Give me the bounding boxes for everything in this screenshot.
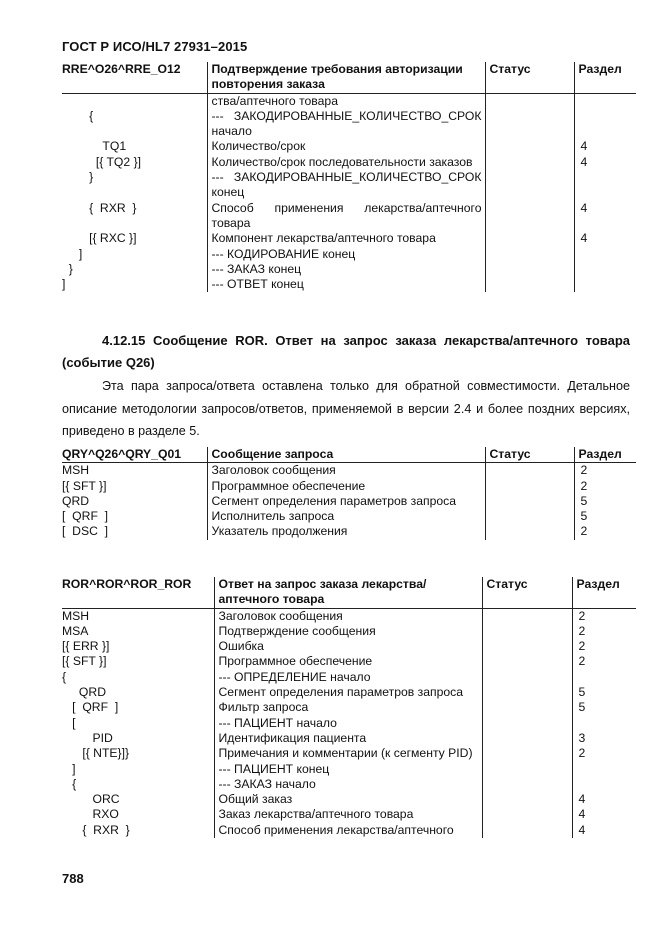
segment-cell: QRD: [62, 685, 107, 700]
description-cell: --- ЗАКАЗ конец: [207, 262, 485, 277]
description-cell: --- ОТВЕТ конец: [207, 277, 485, 292]
segment-cell: MSA: [62, 623, 89, 638]
description-cell: Заголовок сообщения: [207, 463, 485, 479]
table-row: [62, 777, 636, 792]
section-cell: 5: [574, 494, 636, 509]
section-title: 4.12.15 Сообщение ROR. Ответ на запрос заказа лекарства/аптечного товара (событие Q26): [62, 333, 630, 370]
status-cell: [485, 139, 574, 154]
table-row: [62, 685, 636, 700]
table-row: [62, 93, 636, 109]
table-row: [62, 792, 636, 807]
segment-cell: }: [62, 261, 73, 276]
segment-cell: TQ1: [62, 139, 127, 154]
column-header-segment: QRY^Q26^QRY_Q01: [62, 447, 207, 463]
column-header-section: Раздел: [572, 577, 636, 608]
status-cell: [485, 155, 574, 170]
segment-cell: [{ RXC }]: [62, 231, 137, 246]
status-cell: [485, 494, 574, 509]
table-row: [62, 608, 636, 624]
description-cell: --- ПАЦИЕНТ конец: [214, 762, 482, 777]
description-cell: --- КОДИРОВАНИЕ конец: [207, 247, 485, 262]
body-paragraph: Эта пара запроса/ответа оставлена только для обратной совместимости. Детальное описание методологии запросов/ответов, применяемой в версии 2.4 и более поздних версиях, приведено в разделе 5.: [62, 379, 630, 438]
section-cell: [574, 93, 636, 109]
section-cell: [574, 109, 636, 140]
segment-cell: [62, 93, 207, 109]
section-cell: 2: [574, 479, 636, 494]
section-cell: 4: [574, 201, 636, 232]
section-cell: 2: [574, 524, 636, 539]
section-cell: 4: [572, 792, 636, 807]
column-header-segment: ROR^ROR^ROR_ROR: [62, 577, 214, 608]
segment-cell: {: [62, 669, 67, 684]
section-cell: [572, 670, 636, 685]
table-row: [62, 731, 636, 746]
table-row: [62, 700, 636, 715]
table-header-row: [62, 62, 636, 93]
description-cell: Программное обеспечение: [207, 479, 485, 494]
table-row: [62, 624, 636, 639]
status-cell: [482, 823, 572, 838]
table-ror-ror: [62, 577, 636, 838]
description-cell: Способ применения лекарства/аптечного товара: [207, 201, 485, 232]
status-cell: [485, 463, 574, 479]
segment-cell: [{ ERR }]: [62, 639, 110, 654]
section-cell: 5: [572, 685, 636, 700]
description-cell: Ошибка: [214, 639, 482, 654]
segment-cell: { RXR }: [62, 200, 137, 215]
table-header-row: [62, 447, 636, 463]
status-cell: [482, 792, 572, 807]
section-cell: [574, 277, 636, 292]
table-row: [62, 807, 636, 822]
status-cell: [485, 231, 574, 246]
status-cell: [482, 716, 572, 731]
segment-cell: [ QRF ]: [62, 509, 109, 524]
table-row: [62, 479, 636, 494]
status-cell: [485, 277, 574, 292]
description-cell: --- ПАЦИЕНТ начало: [214, 716, 482, 731]
section-cell: 5: [574, 509, 636, 524]
table-row: [62, 762, 636, 777]
segment-cell: }: [62, 170, 94, 185]
section-cell: [572, 716, 636, 731]
segment-cell: [{ SFT }]: [62, 654, 107, 669]
description-cell: Примечания и комментарии (к сегменту PID): [214, 746, 482, 761]
table-row: [62, 823, 636, 838]
status-cell: [482, 807, 572, 822]
section-cell: 4: [572, 807, 636, 822]
description-cell: --- ЗАКОДИРОВАННЫЕ_КОЛИЧЕСТВО_СРОК конец: [207, 170, 485, 201]
section-cell: [574, 170, 636, 201]
status-cell: [482, 670, 572, 685]
table-row: [62, 231, 636, 246]
description-cell: Заголовок сообщения: [214, 608, 482, 624]
section-cell: [574, 262, 636, 277]
description-cell: Сегмент определения параметров запроса: [214, 685, 482, 700]
description-cell: Способ применения лекарства/аптечного: [214, 823, 482, 838]
section-cell: 2: [572, 746, 636, 761]
segment-cell: [{ SFT }]: [62, 478, 107, 493]
column-header-description: Сообщение запроса: [207, 447, 485, 463]
description-cell: Программное обеспечение: [214, 654, 482, 669]
segment-cell: PID: [62, 730, 113, 745]
document-header: ГОСТ Р ИСО/HL7 27931–2015: [62, 39, 248, 54]
column-header-status: Статус: [485, 62, 574, 93]
section-cell: 4: [574, 139, 636, 154]
table-qry-q26: [62, 447, 636, 540]
description-cell: Фильтр запроса: [214, 700, 482, 715]
status-cell: [485, 262, 574, 277]
description-cell: Идентификация пациента: [214, 731, 482, 746]
table-row: [62, 247, 636, 262]
table-row: [62, 155, 636, 170]
status-cell: [485, 524, 574, 539]
segment-cell: { RXR }: [62, 822, 130, 837]
section-cell: [574, 247, 636, 262]
status-cell: [482, 777, 572, 792]
description-cell: --- ЗАКАЗ начало: [214, 777, 482, 792]
segment-cell: [{ NTE}]}: [62, 746, 130, 761]
column-header-description: Ответ на запрос заказа лекарства/аптечного товара: [214, 577, 482, 608]
status-cell: [482, 654, 572, 669]
table-row: [62, 716, 636, 731]
description-cell: Заказ лекарства/аптечного товара: [214, 807, 482, 822]
segment-cell: {: [62, 108, 94, 123]
segment-cell: ]: [62, 277, 66, 292]
section-cell: 2: [572, 608, 636, 624]
section-cell: 3: [572, 731, 636, 746]
column-header-section: Раздел: [574, 62, 636, 93]
description-cell: Исполнитель запроса: [207, 509, 485, 524]
status-cell: [482, 624, 572, 639]
description-cell: Указатель продолжения: [207, 524, 485, 539]
status-cell: [485, 479, 574, 494]
status-cell: [482, 700, 572, 715]
description-cell: Компонент лекарства/аптечного товара: [207, 231, 485, 246]
status-cell: [485, 247, 574, 262]
column-header-status: Статус: [485, 447, 574, 463]
column-header-description: Подтверждение требования авторизации повторения заказа: [207, 62, 485, 93]
segment-cell: ]: [62, 761, 76, 776]
section-cell: [572, 777, 636, 792]
table-header-row: [62, 577, 636, 608]
section-cell: 2: [572, 624, 636, 639]
segment-cell: {: [62, 776, 77, 791]
table-rre-o26: [62, 62, 636, 292]
status-cell: [485, 93, 574, 109]
segment-cell: [ DSC ]: [62, 524, 109, 539]
table-row: [62, 139, 636, 154]
status-cell: [482, 685, 572, 700]
status-cell: [482, 608, 572, 624]
segment-cell: [ QRF ]: [62, 700, 119, 715]
segment-cell: [{ TQ2 }]: [62, 154, 142, 169]
table-row: [62, 170, 636, 201]
segment-cell: RXO: [62, 807, 119, 822]
table-row: [62, 509, 636, 524]
segment-cell: MSH: [62, 463, 90, 478]
segment-cell: ORC: [62, 792, 120, 807]
segment-cell: QRD: [62, 493, 90, 508]
description-cell: ства/аптечного товара: [207, 93, 485, 109]
status-cell: [482, 731, 572, 746]
description-cell: --- ОПРЕДЕЛЕНИЕ начало: [214, 670, 482, 685]
table-row: [62, 262, 636, 277]
section-cell: 4: [574, 155, 636, 170]
column-header-section: Раздел: [574, 447, 636, 463]
status-cell: [482, 762, 572, 777]
table-row: [62, 277, 636, 292]
section-cell: 2: [572, 639, 636, 654]
table-row: [62, 746, 636, 761]
description-cell: Количество/срок: [207, 139, 485, 154]
table-row: [62, 639, 636, 654]
status-cell: [485, 109, 574, 140]
status-cell: [485, 509, 574, 524]
segment-cell: [: [62, 715, 76, 730]
column-header-status: Статус: [482, 577, 572, 608]
table-row: [62, 654, 636, 669]
description-cell: Подтверждение сообщения: [214, 624, 482, 639]
section-cell: 2: [574, 463, 636, 479]
section-cell: [572, 762, 636, 777]
section-cell: 4: [572, 823, 636, 838]
segment-cell: ]: [62, 246, 83, 261]
table-row: [62, 670, 636, 685]
table-row: [62, 463, 636, 479]
status-cell: [482, 639, 572, 654]
section-cell: 2: [572, 654, 636, 669]
description-cell: --- ЗАКОДИРОВАННЫЕ_КОЛИЧЕСТВО_СРОК начало: [207, 109, 485, 140]
table-row: [62, 109, 636, 140]
column-header-segment: RRE^O26^RRE_O12: [62, 62, 207, 93]
description-cell: Общий заказ: [214, 792, 482, 807]
status-cell: [485, 170, 574, 201]
table-row: [62, 494, 636, 509]
section-cell: 5: [572, 700, 636, 715]
description-cell: Сегмент определения параметров запроса: [207, 494, 485, 509]
segment-cell: MSH: [62, 608, 90, 623]
page-number: 788: [62, 871, 84, 886]
status-cell: [485, 201, 574, 232]
table-row: [62, 201, 636, 232]
table-row: [62, 524, 636, 539]
section-cell: 4: [574, 231, 636, 246]
description-cell: Количество/срок последовательности заказов: [207, 155, 485, 170]
status-cell: [482, 746, 572, 761]
